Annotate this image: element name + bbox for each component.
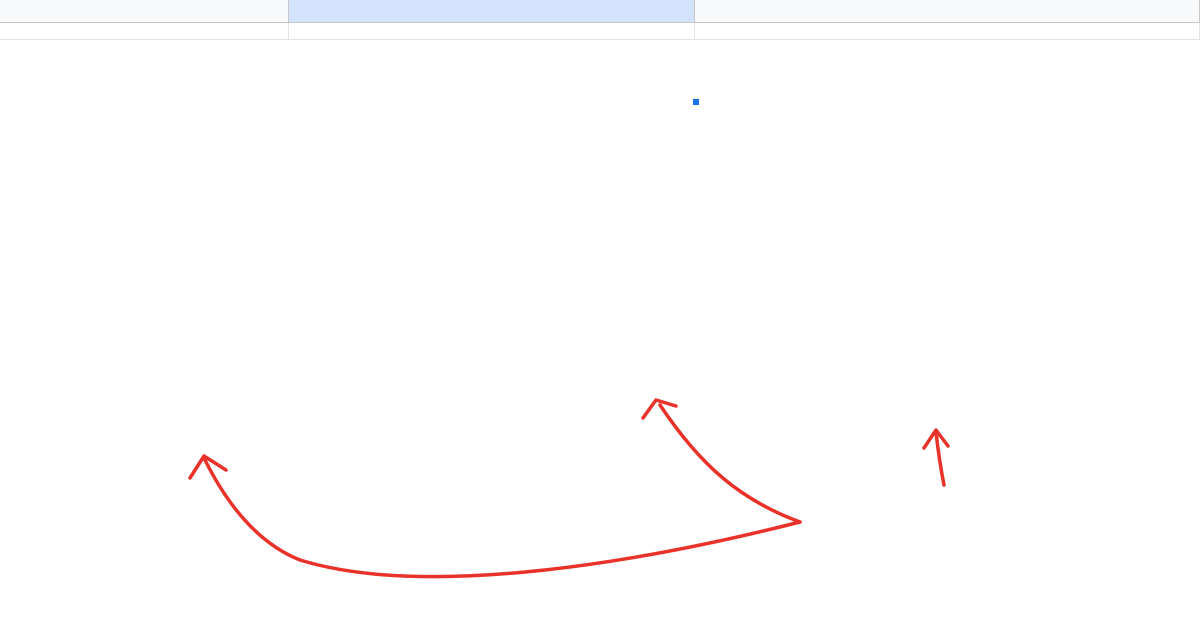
fill-handle[interactable] [692, 98, 700, 106]
column-header-c[interactable] [695, 0, 1200, 22]
arrowhead-benefits [643, 400, 676, 418]
column-headers [0, 0, 1200, 23]
column-header-b[interactable] [289, 0, 695, 22]
arrow-to-avatars [936, 432, 944, 485]
header-cell-benefits[interactable] [289, 23, 695, 39]
header-cell-pain-points[interactable] [0, 23, 289, 39]
header-row [0, 23, 1200, 40]
arrowhead-avatars [924, 430, 948, 448]
column-header-a[interactable] [0, 0, 289, 22]
arrow-to-pain-points [205, 460, 800, 577]
arrowhead-pain-points [190, 456, 226, 478]
header-cell-customer-avatars[interactable] [695, 23, 1200, 39]
arrow-to-benefits [660, 405, 800, 522]
